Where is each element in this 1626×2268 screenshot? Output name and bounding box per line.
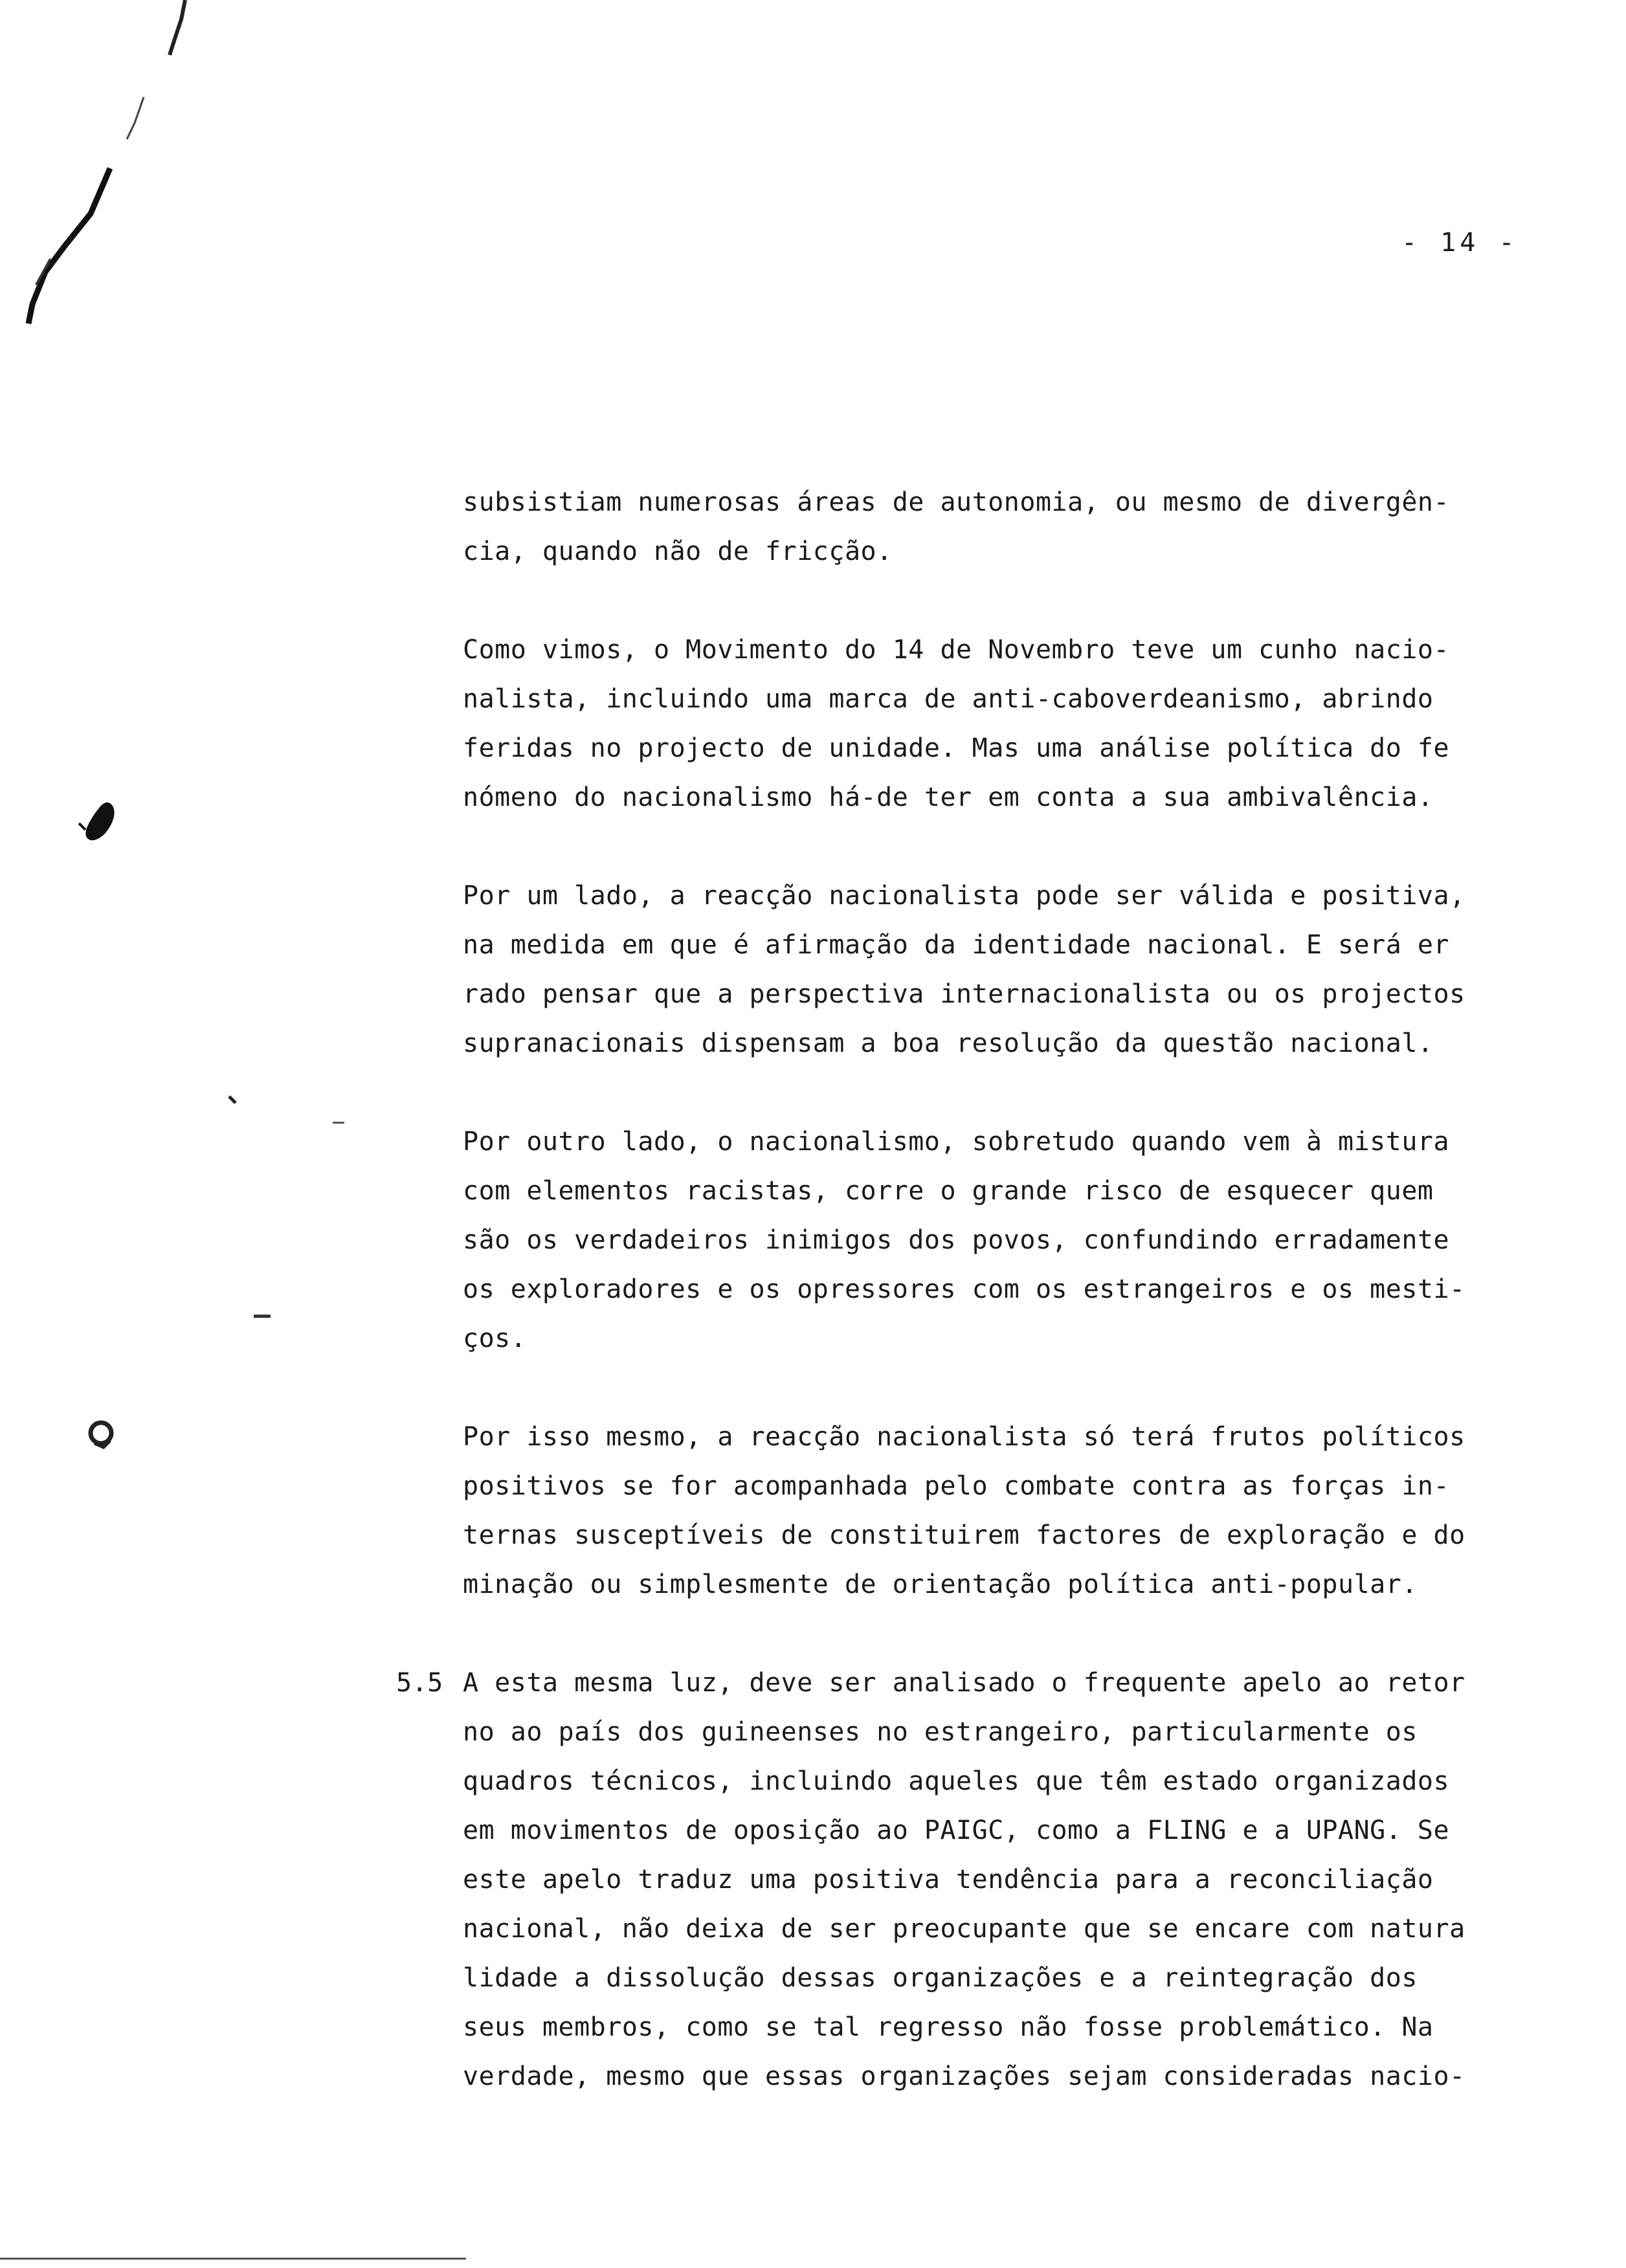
text-line: verdade, mesmo que essas organizações sejam consideradas nacio-: [463, 2062, 1465, 2091]
text-line: em movimentos de oposição ao PAIGC, como a FLING e a UPANG. Se: [463, 1816, 1450, 1845]
text-line: minação ou simplesmente de orientação política anti-popular.: [463, 1570, 1418, 1599]
text-line: subsistiam numerosas áreas de autonomia, ou mesmo de divergên-: [463, 487, 1450, 517]
text-line: Por outro lado, o nacionalismo, sobretudo quando vem à mistura: [463, 1127, 1450, 1157]
text-line: os exploradores e os opressores com os estrangeiros e os mesti-: [463, 1274, 1465, 1304]
text-line: supranacionais dispensam a boa resolução da questão nacional.: [463, 1028, 1434, 1058]
text-line: nómeno do nacionalismo há-de ter em conta a sua ambivalência.: [463, 783, 1434, 812]
text-line: Como vimos, o Movimento do 14 de Novembro teve um cunho nacio-: [463, 635, 1450, 665]
bottom-rule: [0, 2258, 466, 2260]
text-line: seus membros, como se tal regresso não fosse problemático. Na: [463, 2012, 1434, 2042]
text-line: com elementos racistas, corre o grande risco de esquecer quem: [463, 1176, 1434, 1206]
text-line: este apelo traduz uma positiva tendência para a reconciliação: [463, 1865, 1434, 1895]
text-line: lidade a dissolução dessas organizações e a reintegração dos: [463, 1963, 1418, 1993]
text-line: Por um lado, a reacção nacionalista pode ser válida e positiva,: [463, 881, 1465, 911]
text-line: Por isso mesmo, a reacção nacionalista só terá frutos políticos: [463, 1422, 1465, 1452]
section-number: 5.5: [396, 1668, 443, 1698]
text-line: rado pensar que a perspectiva internacionalista ou os projectos: [463, 979, 1465, 1009]
text-line: ços.: [463, 1324, 527, 1353]
page-number: - 14 -: [1401, 228, 1519, 258]
text-line: no ao país dos guineenses no estrangeiro, particularmente os: [463, 1717, 1418, 1747]
paragraph: [463, 478, 1511, 576]
text-line: nalista, incluindo uma marca de anti-caboverdeanismo, abrindo: [463, 684, 1434, 714]
text-line: feridas no projecto de unidade. Mas uma análise política do fe: [463, 733, 1450, 763]
paragraph: [463, 1412, 1511, 1609]
scan-speck-mark: [227, 1094, 246, 1113]
document-body: [396, 478, 1511, 2150]
scan-dash-mark: [252, 1313, 278, 1320]
text-line: ternas susceptíveis de constituirem factores de exploração e do: [463, 1520, 1465, 1550]
text-line: positivos se for acompanhada pelo combate contra as forças in-: [463, 1471, 1450, 1501]
scan-hole-mark: [82, 1415, 120, 1454]
scan-blot-mark: [76, 800, 122, 845]
text-line: nacional, não deixa de ser preocupante que se encare com natura: [463, 1914, 1465, 1944]
text-line: A esta mesma luz, deve ser analisado o frequente apelo ao retor: [463, 1668, 1465, 1698]
scan-dash-mark-2: [331, 1120, 351, 1126]
numbered-section: [396, 1658, 1511, 2101]
scan-stroke-mark: [0, 0, 214, 337]
paragraph: [463, 1117, 1511, 1363]
text-line: na medida em que é afirmação da identidade nacional. E será er: [463, 930, 1450, 960]
text-line: cia, quando não de fricção.: [463, 537, 893, 566]
text-line: quadros técnicos, incluindo aqueles que têm estado organizados: [463, 1766, 1450, 1796]
text-line: são os verdadeiros inimigos dos povos, confundindo erradamente: [463, 1225, 1450, 1255]
paragraph: [463, 871, 1511, 1068]
paragraph: [463, 625, 1511, 822]
